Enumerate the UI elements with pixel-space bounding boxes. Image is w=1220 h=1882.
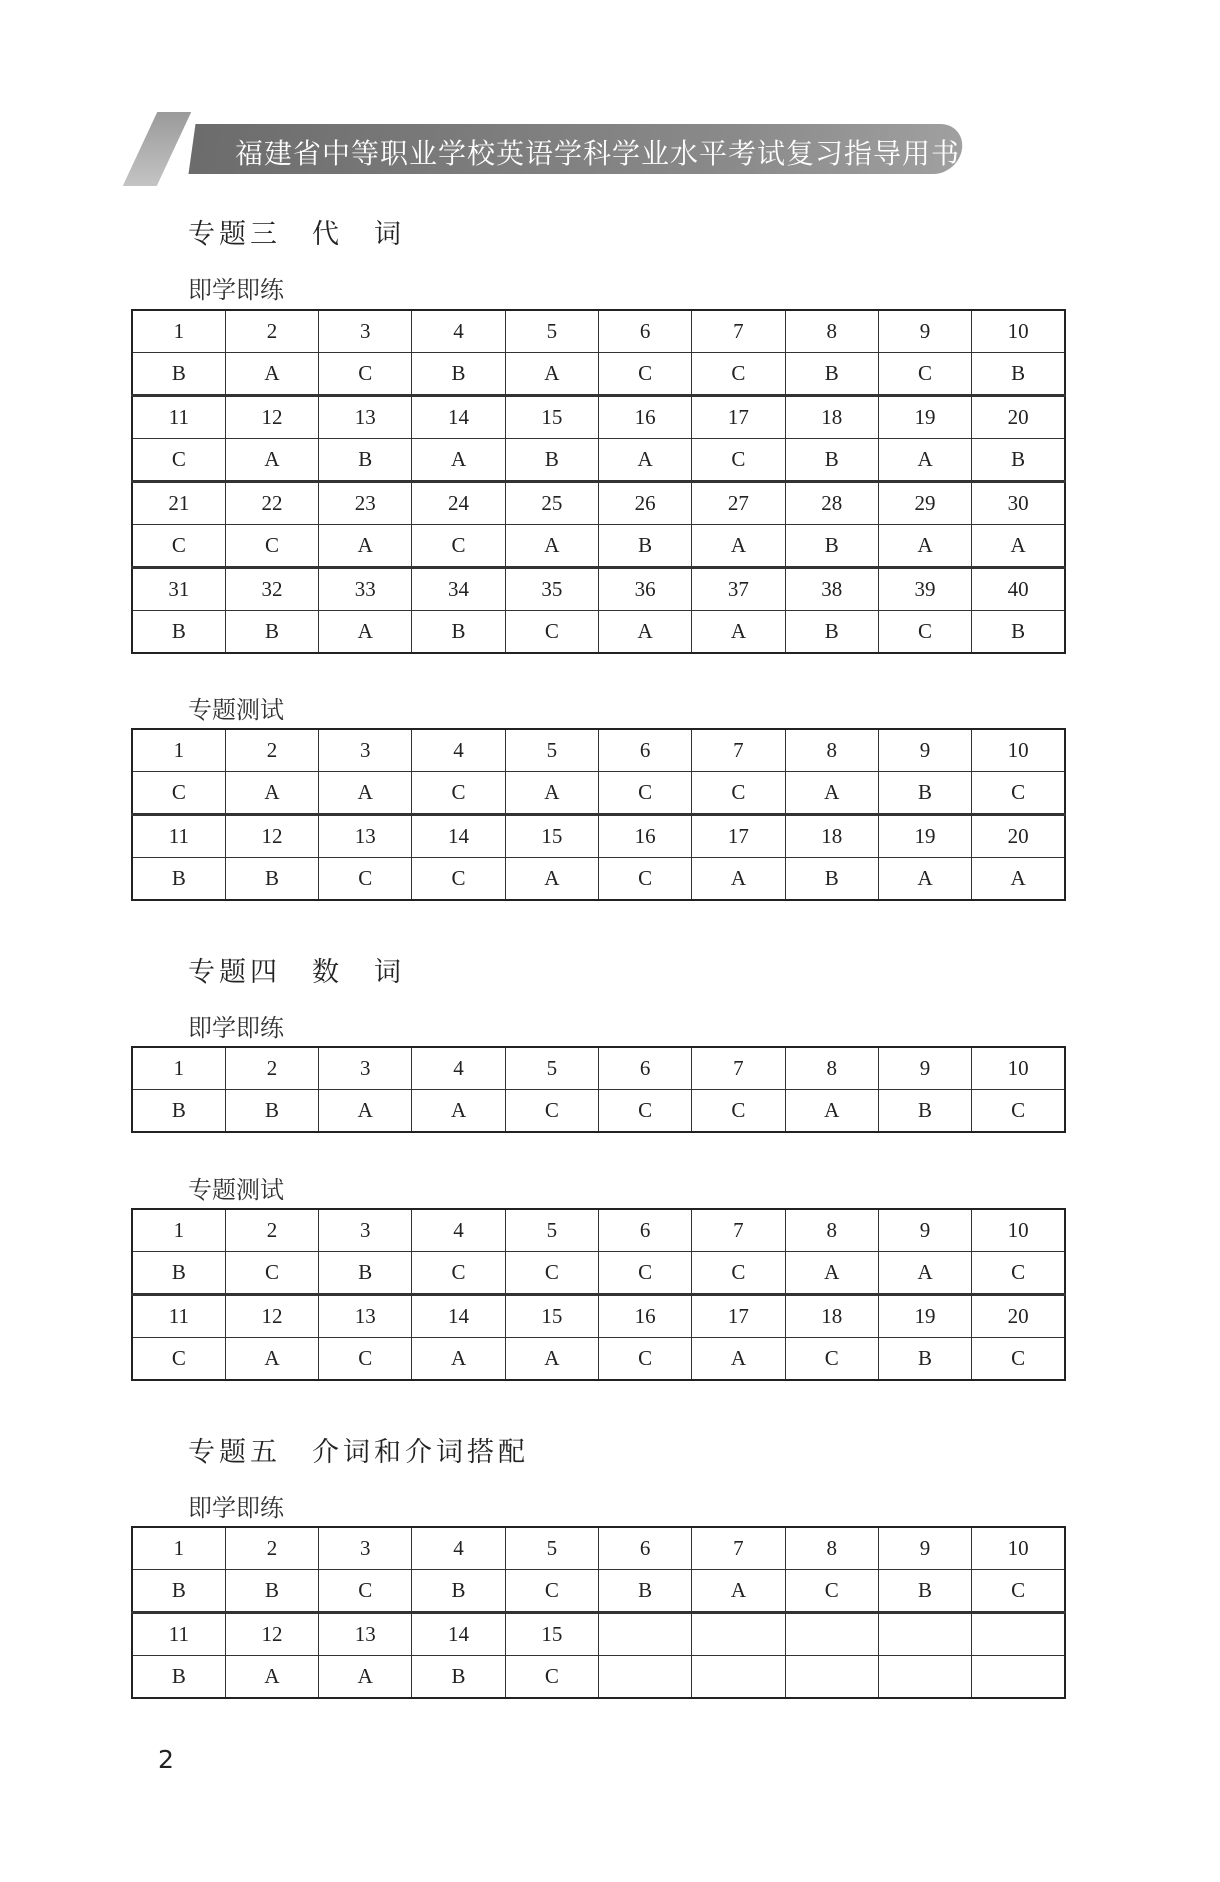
answer-cell: C xyxy=(692,439,785,482)
answer-cell: C xyxy=(598,1338,691,1381)
question-number-cell: 13 xyxy=(319,396,412,439)
answer-cell xyxy=(878,1656,971,1699)
answer-cell: C xyxy=(972,1570,1065,1613)
question-number-row xyxy=(132,482,1065,525)
answer-cell: C xyxy=(785,1338,878,1381)
answer-cell: C xyxy=(692,1090,785,1133)
answer-cell: B xyxy=(878,1338,971,1381)
answer-cell: A xyxy=(319,525,412,568)
answer-cell: A xyxy=(225,439,318,482)
answer-cell: A xyxy=(692,858,785,901)
block-label: 即学即练 xyxy=(188,276,284,304)
question-number-cell: 31 xyxy=(132,568,225,611)
question-number-cell: 1 xyxy=(132,1047,225,1090)
answer-cell: C xyxy=(972,772,1065,815)
question-number-cell: 10 xyxy=(972,1209,1065,1252)
question-number-cell: 20 xyxy=(972,396,1065,439)
header-title: 福建省中等职业学校英语学科学业水平考试复习指导用书 xyxy=(235,137,961,170)
question-number-cell: 4 xyxy=(412,1209,505,1252)
answer-cell xyxy=(972,1656,1065,1699)
question-number-row xyxy=(132,1047,1065,1090)
answer-cell: C xyxy=(972,1252,1065,1295)
question-number-cell: 6 xyxy=(598,310,691,353)
question-number-row xyxy=(132,1209,1065,1252)
answer-cell: B xyxy=(225,1090,318,1133)
answer-cell: C xyxy=(878,353,971,396)
answer-cell: B xyxy=(225,858,318,901)
answer-cell: B xyxy=(132,1570,225,1613)
answer-cell: C xyxy=(319,1338,412,1381)
section-title: 专题五 介词和介词搭配 xyxy=(188,1437,529,1468)
answer-row xyxy=(132,611,1065,654)
question-number-cell: 18 xyxy=(785,396,878,439)
question-number-cell: 28 xyxy=(785,482,878,525)
question-number-cell: 38 xyxy=(785,568,878,611)
answer-table xyxy=(131,1526,1066,1699)
question-number-cell: 19 xyxy=(878,1295,971,1338)
question-number-cell: 8 xyxy=(785,1047,878,1090)
answer-cell: B xyxy=(319,1252,412,1295)
header-decoration xyxy=(123,112,192,186)
question-number-cell: 13 xyxy=(319,1613,412,1656)
question-number-cell: 14 xyxy=(412,1613,505,1656)
question-number-cell: 19 xyxy=(878,815,971,858)
answer-cell: A xyxy=(972,858,1065,901)
section-title: 专题四 数 词 xyxy=(188,957,405,988)
answer-cell: C xyxy=(505,1570,598,1613)
answer-cell: C xyxy=(319,353,412,396)
answer-cell: C xyxy=(505,1656,598,1699)
question-number-cell: 1 xyxy=(132,729,225,772)
question-number-row xyxy=(132,1613,1065,1656)
answer-row xyxy=(132,1656,1065,1699)
answer-cell: B xyxy=(598,1570,691,1613)
block-label: 即学即练 xyxy=(188,1494,284,1522)
question-number-cell: 7 xyxy=(692,310,785,353)
answer-row xyxy=(132,439,1065,482)
question-number-cell: 26 xyxy=(598,482,691,525)
answer-cell: A xyxy=(878,439,971,482)
question-number-cell: 25 xyxy=(505,482,598,525)
question-number-cell: 15 xyxy=(505,1295,598,1338)
question-number-cell: 8 xyxy=(785,1209,878,1252)
question-number-cell xyxy=(972,1613,1065,1656)
question-number-cell: 16 xyxy=(598,396,691,439)
question-number-cell: 7 xyxy=(692,1209,785,1252)
answer-row xyxy=(132,1090,1065,1133)
answer-cell: A xyxy=(412,439,505,482)
question-number-cell: 7 xyxy=(692,1527,785,1570)
page-header xyxy=(130,112,970,176)
question-number-cell: 12 xyxy=(225,1613,318,1656)
block-label: 即学即练 xyxy=(188,1014,284,1042)
answer-cell: B xyxy=(878,1090,971,1133)
question-number-cell: 22 xyxy=(225,482,318,525)
answer-cell: B xyxy=(598,525,691,568)
question-number-cell: 17 xyxy=(692,815,785,858)
answer-cell: B xyxy=(412,1570,505,1613)
answer-cell: A xyxy=(505,858,598,901)
answer-cell: A xyxy=(505,353,598,396)
answer-row xyxy=(132,1252,1065,1295)
question-number-cell: 27 xyxy=(692,482,785,525)
question-number-cell: 9 xyxy=(878,1527,971,1570)
question-number-cell: 4 xyxy=(412,1047,505,1090)
answer-cell: C xyxy=(132,525,225,568)
question-number-cell: 14 xyxy=(412,396,505,439)
answer-cell: C xyxy=(598,353,691,396)
answer-cell: C xyxy=(505,611,598,654)
answer-cell: A xyxy=(692,1570,785,1613)
question-number-cell: 6 xyxy=(598,1209,691,1252)
question-number-cell: 11 xyxy=(132,815,225,858)
answer-cell: B xyxy=(225,1570,318,1613)
question-number-cell: 23 xyxy=(319,482,412,525)
answer-row xyxy=(132,1570,1065,1613)
question-number-cell: 40 xyxy=(972,568,1065,611)
question-number-cell: 4 xyxy=(412,1527,505,1570)
answer-cell: A xyxy=(598,611,691,654)
question-number-cell: 2 xyxy=(225,729,318,772)
answer-cell: B xyxy=(972,611,1065,654)
answer-cell: A xyxy=(692,525,785,568)
answer-cell: A xyxy=(878,525,971,568)
question-number-cell: 24 xyxy=(412,482,505,525)
answer-cell: B xyxy=(132,1090,225,1133)
question-number-cell: 29 xyxy=(878,482,971,525)
answer-cell: A xyxy=(412,1338,505,1381)
answer-cell: C xyxy=(972,1338,1065,1381)
question-number-cell: 7 xyxy=(692,1047,785,1090)
answer-cell: A xyxy=(319,611,412,654)
answer-cell: C xyxy=(692,353,785,396)
question-number-cell: 2 xyxy=(225,1209,318,1252)
answer-table xyxy=(131,1208,1066,1381)
answer-row xyxy=(132,772,1065,815)
answer-cell: C xyxy=(972,1090,1065,1133)
question-number-cell: 18 xyxy=(785,1295,878,1338)
question-number-cell: 7 xyxy=(692,729,785,772)
answer-cell: C xyxy=(225,1252,318,1295)
answer-cell: C xyxy=(505,1252,598,1295)
question-number-cell: 1 xyxy=(132,1527,225,1570)
question-number-cell: 5 xyxy=(505,1527,598,1570)
answer-table xyxy=(131,309,1066,654)
question-number-cell: 5 xyxy=(505,310,598,353)
question-number-cell: 19 xyxy=(878,396,971,439)
answer-cell: C xyxy=(319,1570,412,1613)
question-number-cell: 4 xyxy=(412,310,505,353)
question-number-cell: 15 xyxy=(505,1613,598,1656)
question-number-cell: 12 xyxy=(225,396,318,439)
question-number-cell: 17 xyxy=(692,396,785,439)
question-number-cell: 6 xyxy=(598,1047,691,1090)
answer-row xyxy=(132,1338,1065,1381)
answer-cell: C xyxy=(412,772,505,815)
answer-cell: B xyxy=(319,439,412,482)
answer-cell: A xyxy=(972,525,1065,568)
question-number-cell: 9 xyxy=(878,729,971,772)
question-number-row xyxy=(132,396,1065,439)
answer-cell: C xyxy=(412,858,505,901)
answer-cell: B xyxy=(785,353,878,396)
question-number-cell: 5 xyxy=(505,1047,598,1090)
answer-cell: B xyxy=(132,858,225,901)
question-number-cell: 3 xyxy=(319,1209,412,1252)
answer-cell: B xyxy=(225,611,318,654)
answer-cell: C xyxy=(132,1338,225,1381)
question-number-cell: 3 xyxy=(319,729,412,772)
answer-cell: C xyxy=(598,1252,691,1295)
answer-cell xyxy=(785,1656,878,1699)
answer-cell: A xyxy=(692,611,785,654)
question-number-cell: 6 xyxy=(598,1527,691,1570)
answer-cell: B xyxy=(878,1570,971,1613)
question-number-cell xyxy=(598,1613,691,1656)
answer-cell: C xyxy=(692,1252,785,1295)
answer-cell: A xyxy=(505,1338,598,1381)
question-number-cell: 14 xyxy=(412,815,505,858)
answer-cell: A xyxy=(785,1252,878,1295)
question-number-cell: 16 xyxy=(598,1295,691,1338)
page-number: 2 xyxy=(158,1745,174,1774)
question-number-cell: 11 xyxy=(132,1613,225,1656)
question-number-cell: 9 xyxy=(878,310,971,353)
question-number-cell: 1 xyxy=(132,1209,225,1252)
question-number-cell: 34 xyxy=(412,568,505,611)
question-number-cell: 10 xyxy=(972,1047,1065,1090)
question-number-cell: 30 xyxy=(972,482,1065,525)
answer-cell: A xyxy=(225,353,318,396)
answer-cell: B xyxy=(785,611,878,654)
question-number-cell: 14 xyxy=(412,1295,505,1338)
question-number-row xyxy=(132,815,1065,858)
answer-cell: C xyxy=(412,1252,505,1295)
answer-cell: A xyxy=(225,772,318,815)
answer-cell: A xyxy=(319,1656,412,1699)
question-number-cell: 39 xyxy=(878,568,971,611)
question-number-cell: 3 xyxy=(319,1047,412,1090)
answer-cell: C xyxy=(319,858,412,901)
question-number-cell: 5 xyxy=(505,729,598,772)
question-number-cell: 9 xyxy=(878,1047,971,1090)
answer-table xyxy=(131,1046,1066,1133)
question-number-cell xyxy=(785,1613,878,1656)
question-number-cell: 18 xyxy=(785,815,878,858)
question-number-cell xyxy=(692,1613,785,1656)
answer-cell: A xyxy=(878,1252,971,1295)
question-number-cell: 21 xyxy=(132,482,225,525)
answer-cell: B xyxy=(132,1252,225,1295)
block-label: 专题测试 xyxy=(188,1176,284,1204)
answer-cell: B xyxy=(878,772,971,815)
answer-cell: B xyxy=(785,858,878,901)
question-number-row xyxy=(132,568,1065,611)
question-number-cell: 8 xyxy=(785,1527,878,1570)
question-number-row xyxy=(132,1527,1065,1570)
answer-cell: B xyxy=(505,439,598,482)
question-number-cell: 32 xyxy=(225,568,318,611)
question-number-cell: 1 xyxy=(132,310,225,353)
question-number-cell xyxy=(878,1613,971,1656)
answer-cell: C xyxy=(785,1570,878,1613)
question-number-cell: 16 xyxy=(598,815,691,858)
answer-cell: C xyxy=(878,611,971,654)
answer-cell: B xyxy=(785,525,878,568)
answer-cell: B xyxy=(132,353,225,396)
answer-cell: A xyxy=(505,525,598,568)
answer-cell: B xyxy=(412,353,505,396)
answer-cell: B xyxy=(972,439,1065,482)
question-number-cell: 10 xyxy=(972,310,1065,353)
answer-cell: C xyxy=(692,772,785,815)
question-number-cell: 15 xyxy=(505,396,598,439)
question-number-cell: 35 xyxy=(505,568,598,611)
answer-cell: C xyxy=(132,439,225,482)
answer-cell: B xyxy=(132,611,225,654)
answer-cell xyxy=(692,1656,785,1699)
section-title: 专题三 代 词 xyxy=(188,219,405,250)
question-number-cell: 8 xyxy=(785,729,878,772)
question-number-cell: 11 xyxy=(132,1295,225,1338)
answer-cell: C xyxy=(225,525,318,568)
answer-cell: C xyxy=(412,525,505,568)
question-number-cell: 11 xyxy=(132,396,225,439)
answer-cell: C xyxy=(598,772,691,815)
question-number-cell: 4 xyxy=(412,729,505,772)
question-number-cell: 6 xyxy=(598,729,691,772)
answer-cell: A xyxy=(878,858,971,901)
question-number-cell: 20 xyxy=(972,815,1065,858)
answer-cell: A xyxy=(225,1338,318,1381)
question-number-cell: 3 xyxy=(319,1527,412,1570)
question-number-cell: 37 xyxy=(692,568,785,611)
answer-cell: B xyxy=(972,353,1065,396)
answer-cell: A xyxy=(505,772,598,815)
answer-cell: C xyxy=(598,858,691,901)
question-number-cell: 9 xyxy=(878,1209,971,1252)
answer-cell: A xyxy=(785,772,878,815)
question-number-cell: 10 xyxy=(972,1527,1065,1570)
answer-row xyxy=(132,353,1065,396)
answer-cell: B xyxy=(785,439,878,482)
question-number-cell: 33 xyxy=(319,568,412,611)
question-number-cell: 20 xyxy=(972,1295,1065,1338)
answer-cell: A xyxy=(598,439,691,482)
answer-cell: B xyxy=(132,1656,225,1699)
question-number-cell: 12 xyxy=(225,815,318,858)
answer-row xyxy=(132,525,1065,568)
question-number-row xyxy=(132,310,1065,353)
question-number-cell: 12 xyxy=(225,1295,318,1338)
question-number-cell: 15 xyxy=(505,815,598,858)
question-number-row xyxy=(132,1295,1065,1338)
block-label: 专题测试 xyxy=(188,696,284,724)
answer-cell: C xyxy=(598,1090,691,1133)
question-number-cell: 36 xyxy=(598,568,691,611)
question-number-cell: 2 xyxy=(225,310,318,353)
question-number-cell: 8 xyxy=(785,310,878,353)
question-number-cell: 2 xyxy=(225,1527,318,1570)
answer-table xyxy=(131,728,1066,901)
question-number-row xyxy=(132,729,1065,772)
answer-cell: A xyxy=(319,1090,412,1133)
question-number-cell: 13 xyxy=(319,1295,412,1338)
question-number-cell: 10 xyxy=(972,729,1065,772)
question-number-cell: 5 xyxy=(505,1209,598,1252)
answer-cell xyxy=(598,1656,691,1699)
question-number-cell: 3 xyxy=(319,310,412,353)
answer-cell: A xyxy=(412,1090,505,1133)
answer-cell: A xyxy=(692,1338,785,1381)
answer-cell: A xyxy=(785,1090,878,1133)
question-number-cell: 17 xyxy=(692,1295,785,1338)
answer-row xyxy=(132,858,1065,901)
answer-cell: B xyxy=(412,1656,505,1699)
question-number-cell: 2 xyxy=(225,1047,318,1090)
answer-cell: C xyxy=(132,772,225,815)
answer-cell: B xyxy=(412,611,505,654)
answer-cell: A xyxy=(225,1656,318,1699)
answer-cell: A xyxy=(319,772,412,815)
answer-cell: C xyxy=(505,1090,598,1133)
question-number-cell: 13 xyxy=(319,815,412,858)
